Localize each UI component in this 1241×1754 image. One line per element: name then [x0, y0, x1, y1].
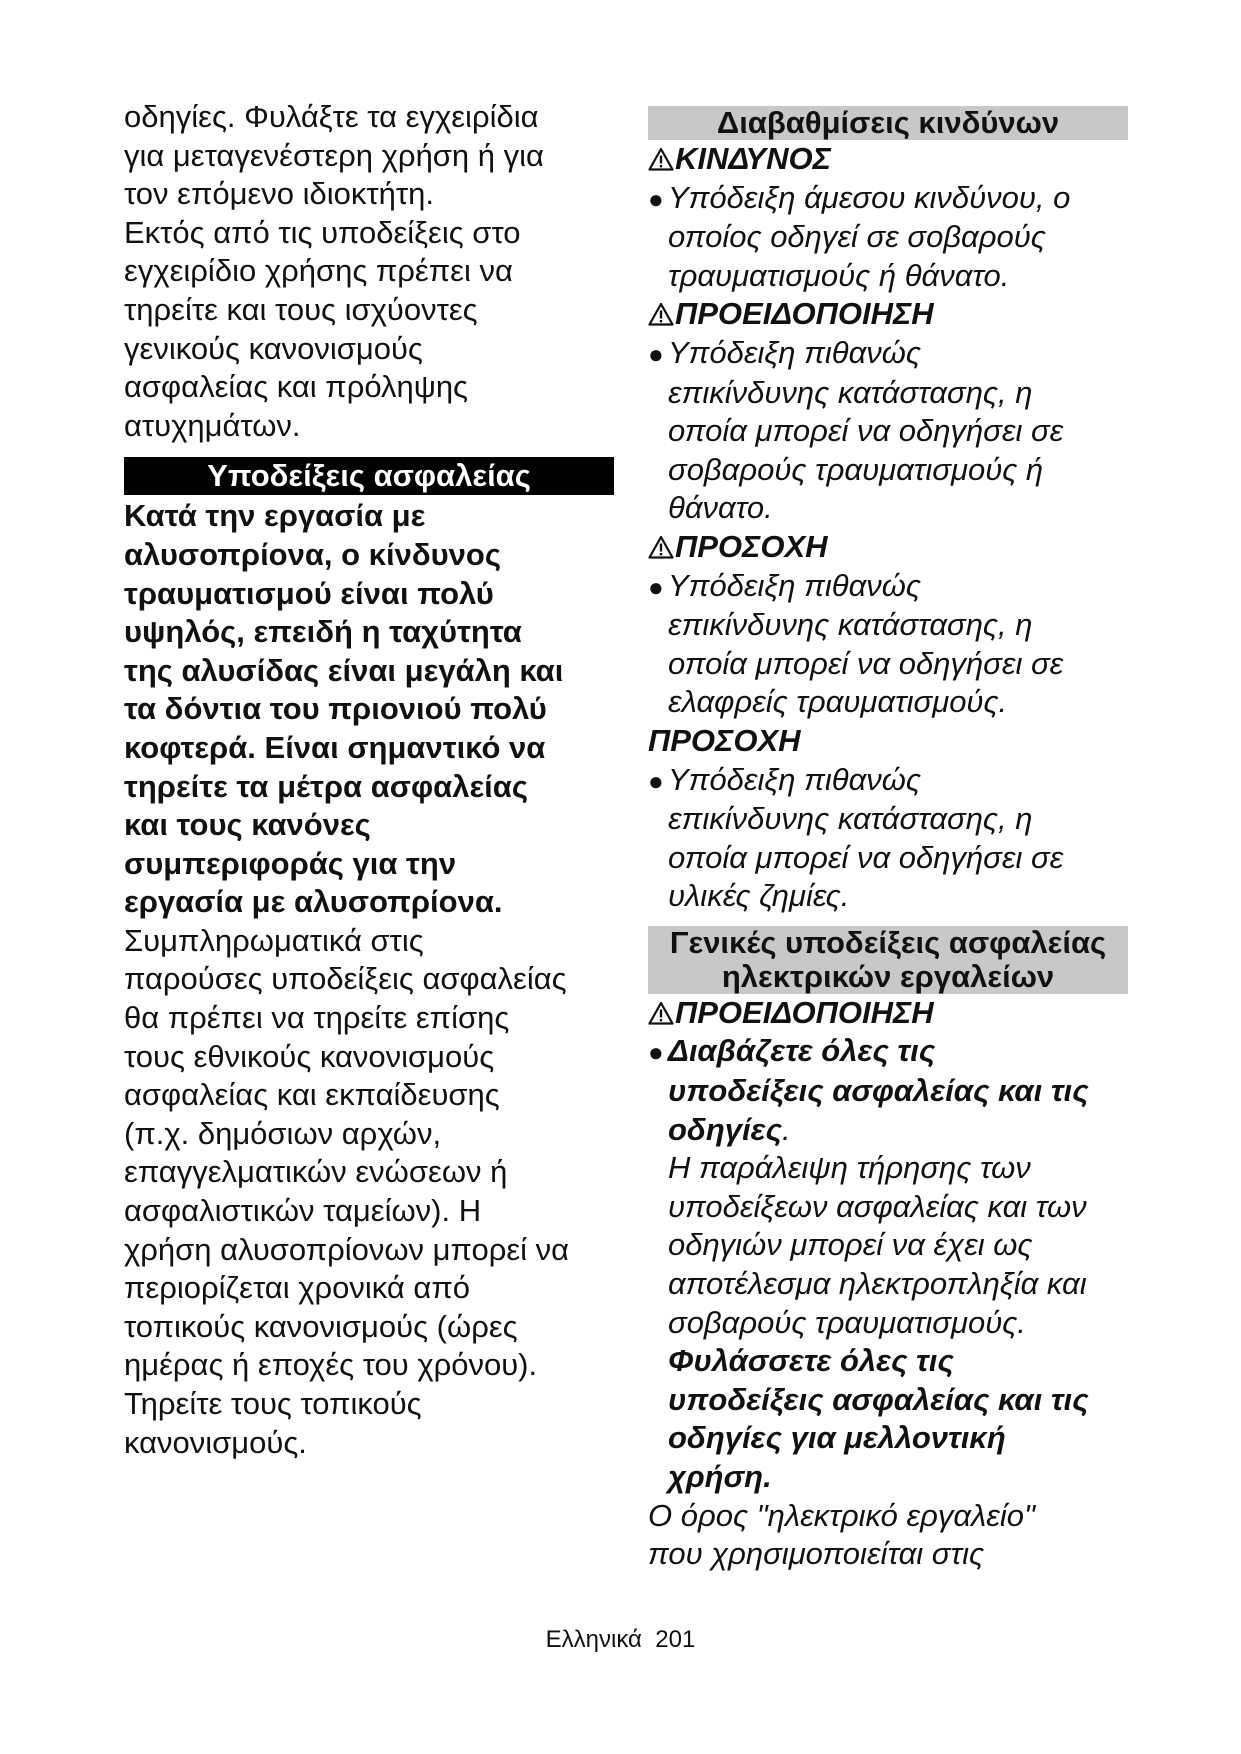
text-line: οποία μπορεί να οδηγήσει σε [668, 413, 1064, 449]
text-line: τους εθνικούς κανονισμούς [124, 1038, 495, 1074]
page-footer [0, 1626, 1241, 1654]
text-line [648, 1032, 1128, 1072]
hazard-label-text: ΠΡΟΕΙΔΟΠΟΙΗΣΗ [675, 994, 934, 1030]
text-span: οδηγίες [668, 1111, 782, 1147]
hazard-description [648, 567, 1128, 722]
page-number: 201 [655, 1626, 696, 1653]
heading-line: ηλεκτρικών εργαλείων [721, 958, 1055, 994]
text-line: Κατά την εργασία με [124, 498, 426, 534]
text-line [648, 761, 1128, 801]
text-line: που χρησιμοποιείται στις [648, 1536, 985, 1572]
hazard-description [648, 334, 1128, 528]
bullet-icon: ● [648, 183, 664, 214]
text-line: τον επόμενο ιδιοκτήτη. [124, 176, 434, 212]
hazard-level-warning [648, 295, 1128, 528]
hazard-label [648, 295, 1128, 334]
text-line: ατυχημάτων. [124, 407, 301, 443]
text-line: για μεταγενέστερη χρήση ή για [124, 137, 544, 173]
text-span: Διαβάζετε όλες τις [668, 1033, 936, 1069]
chainsaw-risk-paragraph [124, 497, 614, 922]
text-line: επικίνδυνης κατάστασης, η [668, 607, 1033, 643]
bullet-icon: ● [648, 571, 664, 602]
text-line: θα πρέπει να τηρείτε επίσης [124, 1000, 510, 1036]
hazard-level-caution [648, 528, 1128, 722]
text-line: της αλυσίδας είναι μεγάλη και [124, 652, 564, 688]
text-line: οδηγίες. Φυλάξτε τα εγχειρίδια [124, 99, 539, 134]
bullet-icon: ● [648, 765, 664, 796]
bullet-icon: ● [648, 1037, 664, 1068]
text-line: τοπικούς κανονισμούς (ώρες [124, 1308, 518, 1344]
text-line: κοφτερά. Είναι σημαντικό να [124, 729, 546, 765]
text-line [648, 334, 1128, 374]
text-line: παρούσες υποδείξεις ασφαλείας [124, 961, 567, 997]
text-line: χρήση αλυσοπρίονων μπορεί να [124, 1231, 570, 1267]
bullet-icon: ● [648, 338, 664, 369]
text-line: τραυματισμού είναι πολύ [124, 575, 494, 611]
text-line: οποία μπορεί να οδηγήσει σε [668, 839, 1064, 875]
text-span: Υπόδειξη πιθανώς [668, 567, 921, 603]
text-line: οποίος οδηγεί σε σοβαρούς [668, 219, 1046, 255]
text-line: (π.χ. δημόσιων αρχών, [124, 1115, 442, 1151]
text-line: Η παράλειψη τήρησης των [668, 1150, 1031, 1186]
text-line: τηρείτε και τους ισχύοντες [124, 291, 478, 327]
warning-triangle-icon [648, 147, 674, 171]
text-line: Φυλάσσετε όλες τις [668, 1343, 954, 1379]
warning-triangle-icon [648, 1001, 674, 1025]
text-line: θάνατο. [668, 490, 773, 526]
hazard-level-danger [648, 140, 1128, 295]
text-line [648, 179, 1128, 219]
text-line: σοβαρούς τραυματισμούς ή [668, 451, 1044, 487]
safety-heading: Υποδείξεις ασφαλείας [124, 457, 614, 495]
warning-triangle-icon [648, 302, 674, 326]
general-warning [648, 994, 1128, 1497]
text-line: χρήση. [668, 1459, 772, 1494]
text-line [648, 1111, 1128, 1150]
hazard-description [648, 179, 1128, 296]
text-line: ασφαλιστικών ταμείων). Η [124, 1193, 482, 1229]
text-line: ημέρας ή εποχές του χρόνου). [124, 1347, 538, 1383]
hazard-levels-heading: Διαβαθμίσεις κινδύνων [648, 106, 1128, 140]
text-line: Εκτός από τις υποδείξεις στο [124, 214, 521, 250]
hazard-label [648, 140, 1128, 179]
hazard-description [648, 761, 1128, 916]
text-line: αποτέλεσμα ηλεκτροπληξία και [668, 1266, 1087, 1302]
text-line: τραυματισμούς ή θάνατο. [668, 257, 1010, 293]
regulations-paragraph [124, 922, 614, 1462]
text-span: Υπόδειξη άμεσου κινδύνου, ο [668, 179, 1071, 215]
text-line: γενικούς κανονισμούς [124, 330, 423, 366]
text-line: υλικές ζημίες. [668, 878, 850, 914]
intro-paragraph [124, 98, 614, 445]
warning-triangle-icon [648, 535, 674, 559]
text-line: οδηγιών μπορεί να έχει ως [668, 1227, 1033, 1263]
text-line: υψηλός, επειδή η ταχύτητα [124, 614, 522, 650]
text-line: Συμπληρωματικά στις [124, 922, 424, 958]
text-line: εργασία με αλυσοπρίονα. [124, 884, 503, 920]
text-line: οποία μπορεί να οδηγήσει σε [668, 645, 1064, 681]
text-line: υποδείξεις ασφαλείας και τις [668, 1073, 1089, 1109]
hazard-level-notice [648, 722, 1128, 916]
text-line: ελαφρείς τραυματισμούς. [668, 684, 1008, 720]
text-line: κανονισμούς. [124, 1424, 307, 1460]
heading-line: Γενικές υποδείξεις ασφαλείας [669, 924, 1107, 960]
text-span: Υπόδειξη πιθανώς [668, 761, 921, 797]
text-line: σοβαρούς τραυματισμούς. [668, 1304, 1026, 1340]
text-line: ασφαλείας και πρόληψης [124, 369, 468, 405]
text-line: Τηρείτε τους τοπικούς [124, 1386, 422, 1421]
text-line: υποδείξεων ασφαλείας και των [668, 1188, 1087, 1224]
text-line: επικίνδυνης κατάστασης, η [668, 801, 1033, 837]
hazard-label [648, 994, 1128, 1033]
text-line: Ο όρος "ηλεκτρικό εργαλείο" [648, 1497, 1036, 1533]
text-line: οδηγίες για μελλοντική [668, 1420, 1006, 1456]
text-line: περιορίζεται χρονικά από [124, 1270, 470, 1306]
text-line: επαγγελματικών ενώσεων ή [124, 1154, 508, 1190]
footer-language: Ελληνικά [545, 1626, 642, 1653]
text-line [648, 567, 1128, 607]
text-line: επικίνδυνης κατάστασης, η [668, 374, 1033, 410]
text-line: αλυσοπρίονα, ο κίνδυνος [124, 536, 501, 572]
left-column [124, 98, 614, 1462]
general-safety-heading [648, 926, 1128, 994]
hazard-label-text: ΠΡΟΣΟΧΗ [675, 528, 828, 564]
text-line: και τους κανόνες [124, 807, 371, 843]
text-line: τηρείτε τα μέτρα ασφαλείας [124, 768, 528, 804]
text-line: συμπεριφοράς για την [124, 845, 457, 881]
text-line: ασφαλείας και εκπαίδευσης [124, 1077, 500, 1113]
text-line: τα δόντια του πριονιού πολύ [124, 691, 547, 727]
hazard-label-text: ΠΡΟΕΙΔΟΠΟΙΗΣΗ [675, 296, 934, 332]
text-span: Υπόδειξη πιθανώς [668, 334, 921, 370]
text-line: εγχειρίδιο χρήσης πρέπει να [124, 253, 513, 289]
hazard-label-text: ΠΡΟΣΟΧΗ [648, 722, 801, 758]
text-span: . [781, 1111, 791, 1147]
hazard-label-text: ΚΙΝΔΥΝΟΣ [675, 141, 831, 176]
hazard-label [648, 528, 1128, 567]
text-line: υποδείξεις ασφαλείας και τις [668, 1381, 1089, 1417]
term-definition [648, 1497, 1128, 1574]
right-column [648, 106, 1128, 1574]
general-warning-body [648, 1032, 1128, 1496]
